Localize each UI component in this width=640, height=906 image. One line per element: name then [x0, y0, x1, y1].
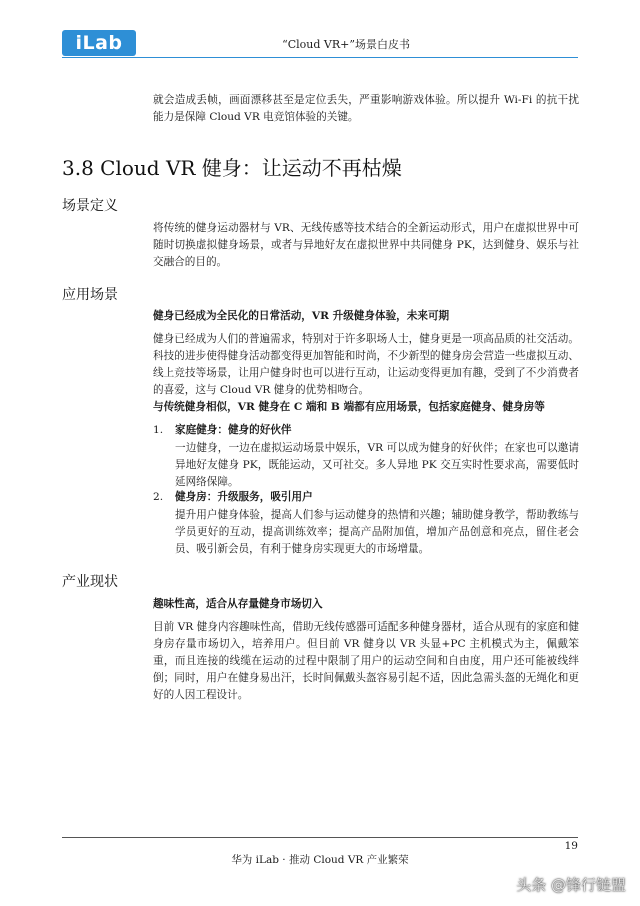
- footer-text: 华为 iLab · 推动 Cloud VR 产业繁荣: [231, 854, 409, 866]
- footer-divider: [62, 837, 578, 838]
- list-number-1: 1.: [153, 424, 164, 436]
- header-divider: [62, 57, 578, 58]
- list-item-1-title: 家庭健身：健身的好伙伴: [175, 424, 292, 436]
- intro-paragraph: 就会造成丢帧，画面漂移甚至是定位丢失，严重影响游戏体验。所以提升 Wi-Fi 的抗干扰能力是保障 Cloud VR 电竞馆体验的关键。: [153, 94, 579, 123]
- application-scene-heading: 应用场景: [62, 287, 118, 303]
- header-title: “Cloud VR+”场景白皮书: [282, 38, 410, 51]
- industry-text: 目前 VR 健身内容趣味性高，借助无线传感器可适配多种健身器材，适合从现有的家庭和健身房存量市场切入，培养用户。但目前 VR 健身以 VR 头显+PC 主机模式为主，佩戴笨重，而且连接的线缆在运动的过程中限制了用户的运动空间和自由度，用户还可能被线绊倒；同时，用户在健身易出汗，长时间佩戴头盔容易引起不适，因此急需头盔的无绳化和更好的人因工程设计。: [153, 621, 579, 701]
- application-subheading-2: 与传统健身相似，VR 健身在 C 端和 B 端都有应用场景，包括家庭健身、健身房等: [153, 401, 545, 413]
- list-number-2: 2.: [153, 491, 164, 503]
- industry-status-heading: 产业现状: [62, 574, 118, 590]
- section-title: 3.8 Cloud VR 健身：让运动不再枯燥: [62, 156, 402, 180]
- scene-definition-heading: 场景定义: [62, 198, 118, 214]
- list-item-1-text: 一边健身，一边在虚拟运动场景中娱乐，VR 可以成为健身的好伙伴；在家也可以邀请异地好友健身 PK，既能运动，又可社交。多人异地 PK 交互实时性要求高，需要低时延网络保障。: [175, 442, 579, 488]
- application-subheading-1: 健身已经成为全民化的日常活动，VR 升级健身体验，未来可期: [153, 310, 450, 322]
- industry-subheading: 趣味性高，适合从存量健身市场切入: [153, 598, 323, 610]
- list-item-2-text: 提升用户健身体验，提高人们参与运动健身的热情和兴趣；辅助健身教学，帮助教练与学员更好的互动，提高训练效率；提高产品附加值，增加产品创意和亮点，留住老会员、吸引新会员，有利于健身房实现更大的市场增量。: [175, 509, 579, 555]
- scene-definition-text: 将传统的健身运动器材与 VR、无线传感等技术结合的全新运动形式，用户在虚拟世界中可随时切换虚拟健身场景，或者与异地好友在虚拟世界中共同健身 PK，达到健身、娱乐与社交融合的目的。: [153, 222, 580, 268]
- ilab-logo: iLab: [62, 30, 136, 56]
- page-number: 19: [564, 840, 578, 852]
- watermark: 头条 @锋行链盟: [516, 876, 626, 894]
- application-paragraph-1: 健身已经成为人们的普遍需求，特别对于许多职场人士，健身更是一项高品质的社交活动。科技的进步使得健身活动都变得更加智能和时尚，不少新型的健身房会营造一些虚拟互动、线上竞技等场景，让用户健身时也可以进行互动，让运动变得更加有趣，受到了不少消费者的喜爱，这与 Cloud VR 健身的优势相吻合。: [153, 333, 579, 396]
- list-item-2-title: 健身房：升级服务，吸引用户: [175, 491, 313, 503]
